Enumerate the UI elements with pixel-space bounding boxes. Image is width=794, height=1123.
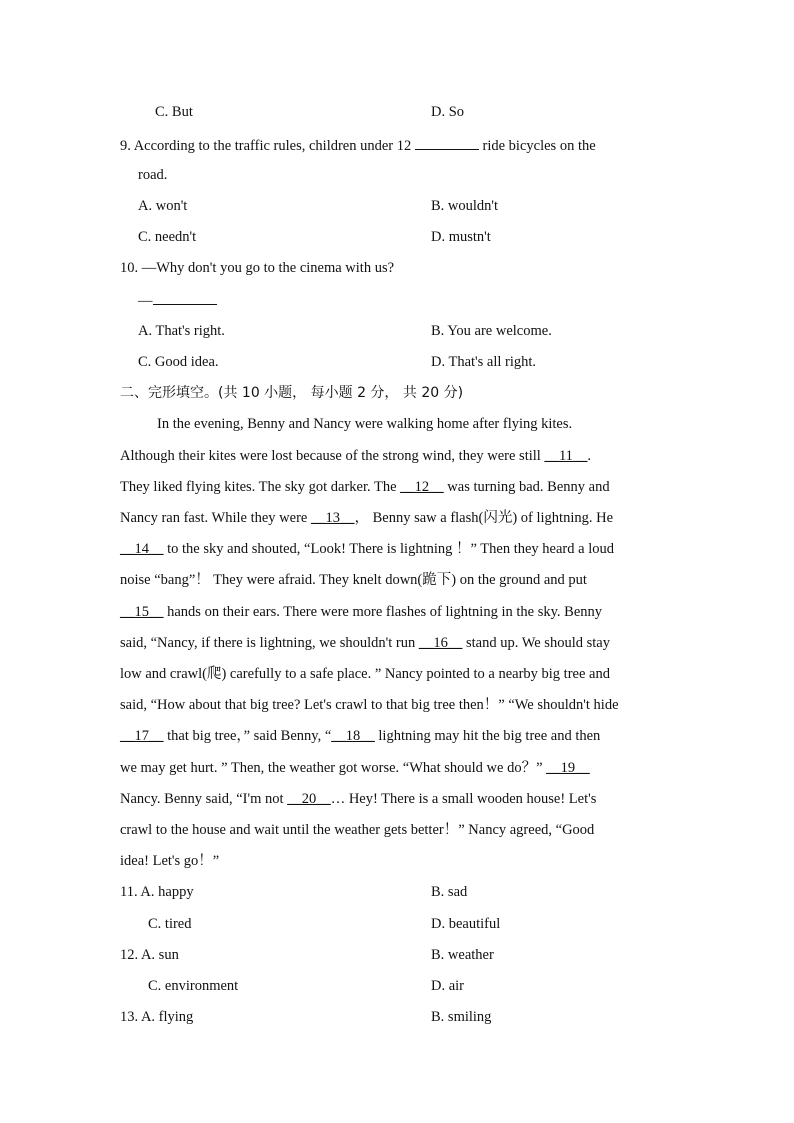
option-d: D. So: [431, 104, 465, 120]
passage-line: idea! Let's go！”: [120, 853, 220, 869]
q10-option-b: B. You are welcome.: [431, 323, 552, 339]
passage-line: Nancy ran fast. While they were __13__， Benny saw a flash(闪光) of lightning. He: [120, 510, 614, 526]
q13-option-a: 13. A. flying: [120, 1009, 194, 1025]
q11-option-a: 11. A. happy: [120, 884, 194, 900]
passage-line: said, “How about that big tree? Let's crawl to that big tree then！” “We shouldn't hide: [120, 697, 619, 713]
q11-option-b: B. sad: [431, 884, 468, 900]
blank-11: __11__: [544, 448, 588, 464]
q9-option-c: C. needn't: [138, 229, 197, 245]
q12-option-a: 12. A. sun: [120, 947, 179, 963]
blank-13: __13__: [310, 510, 355, 526]
blank-12: __12__: [400, 479, 444, 495]
q10-option-d: D. That's all right.: [431, 354, 537, 370]
blank-20: __20__: [287, 791, 331, 807]
q12-option-b: B. weather: [431, 947, 494, 963]
q10-option-c: C. Good idea.: [138, 354, 219, 370]
passage-line: They liked flying kites. The sky got darker. The __12__ was turning bad. Benny and: [120, 479, 610, 495]
q9-option-a: A. won't: [138, 198, 188, 214]
option-c: C. But: [155, 104, 193, 120]
q10-option-a: A. That's right.: [138, 323, 225, 339]
q11-option-c: C. tired: [148, 916, 192, 932]
passage-line: said, “Nancy, if there is lightning, we shouldn't run __16__ stand up. We should stay: [120, 635, 610, 651]
blank-14: __14__: [120, 541, 164, 557]
blank-18: __18__: [331, 728, 375, 744]
q12-option-d: D. air: [431, 978, 465, 994]
passage-line: In the evening, Benny and Nancy were walking home after flying kites.: [157, 416, 573, 432]
passage-line: noise “bang”！ They were afraid. They knelt down(跪下) on the ground and put: [120, 572, 587, 588]
q12-option-c: C. environment: [148, 978, 239, 994]
passage-line: we may get hurt. ” Then, the weather got worse. “What should we do？” __19__: [120, 760, 590, 776]
q13-option-b: B. smiling: [431, 1009, 492, 1025]
passage-line: Nancy. Benny said, “I'm not __20__… Hey! There is a small wooden house! Let's: [120, 791, 597, 807]
question-10-stem: 10. —Why don't you go to the cinema with us?: [120, 260, 395, 276]
answer-blank: [415, 135, 479, 150]
blank-17: __17__: [120, 728, 164, 744]
q9-option-b: B. wouldn't: [431, 198, 499, 214]
passage-line: Although their kites were lost because of the strong wind, they were still __11__.: [120, 448, 592, 464]
blank-15: __15__: [120, 604, 164, 620]
passage-line: __17__ that big tree，” said Benny, “__18__ lightning may hit the big tree and then: [120, 728, 601, 744]
passage-line: crawl to the house and wait until the weather gets better！” Nancy agreed, “Good: [120, 822, 595, 838]
blank-19: __19__: [546, 760, 590, 776]
question-9-stem: 9. According to the traffic rules, children under 12 ride bicycles on the: [120, 135, 673, 155]
question-9-stem-cont: road.: [138, 167, 168, 183]
q9-option-d: D. mustn't: [431, 229, 491, 245]
question-10-reply: —: [138, 290, 217, 310]
answer-blank: [153, 290, 217, 305]
section-heading: 二、完形填空。(共 10 小题， 每小题 2 分， 共 20 分): [120, 385, 464, 401]
q11-option-d: D. beautiful: [431, 916, 501, 932]
passage-line: low and crawl(爬) carefully to a safe place. ” Nancy pointed to a nearby big tree and: [120, 666, 610, 682]
passage-line: __15__ hands on their ears. There were more flashes of lightning in the sky. Benny: [120, 604, 603, 620]
blank-16: __16__: [418, 635, 463, 651]
passage-line: __14__ to the sky and shouted, “Look! There is lightning ！” Then they heard a loud: [120, 541, 614, 557]
